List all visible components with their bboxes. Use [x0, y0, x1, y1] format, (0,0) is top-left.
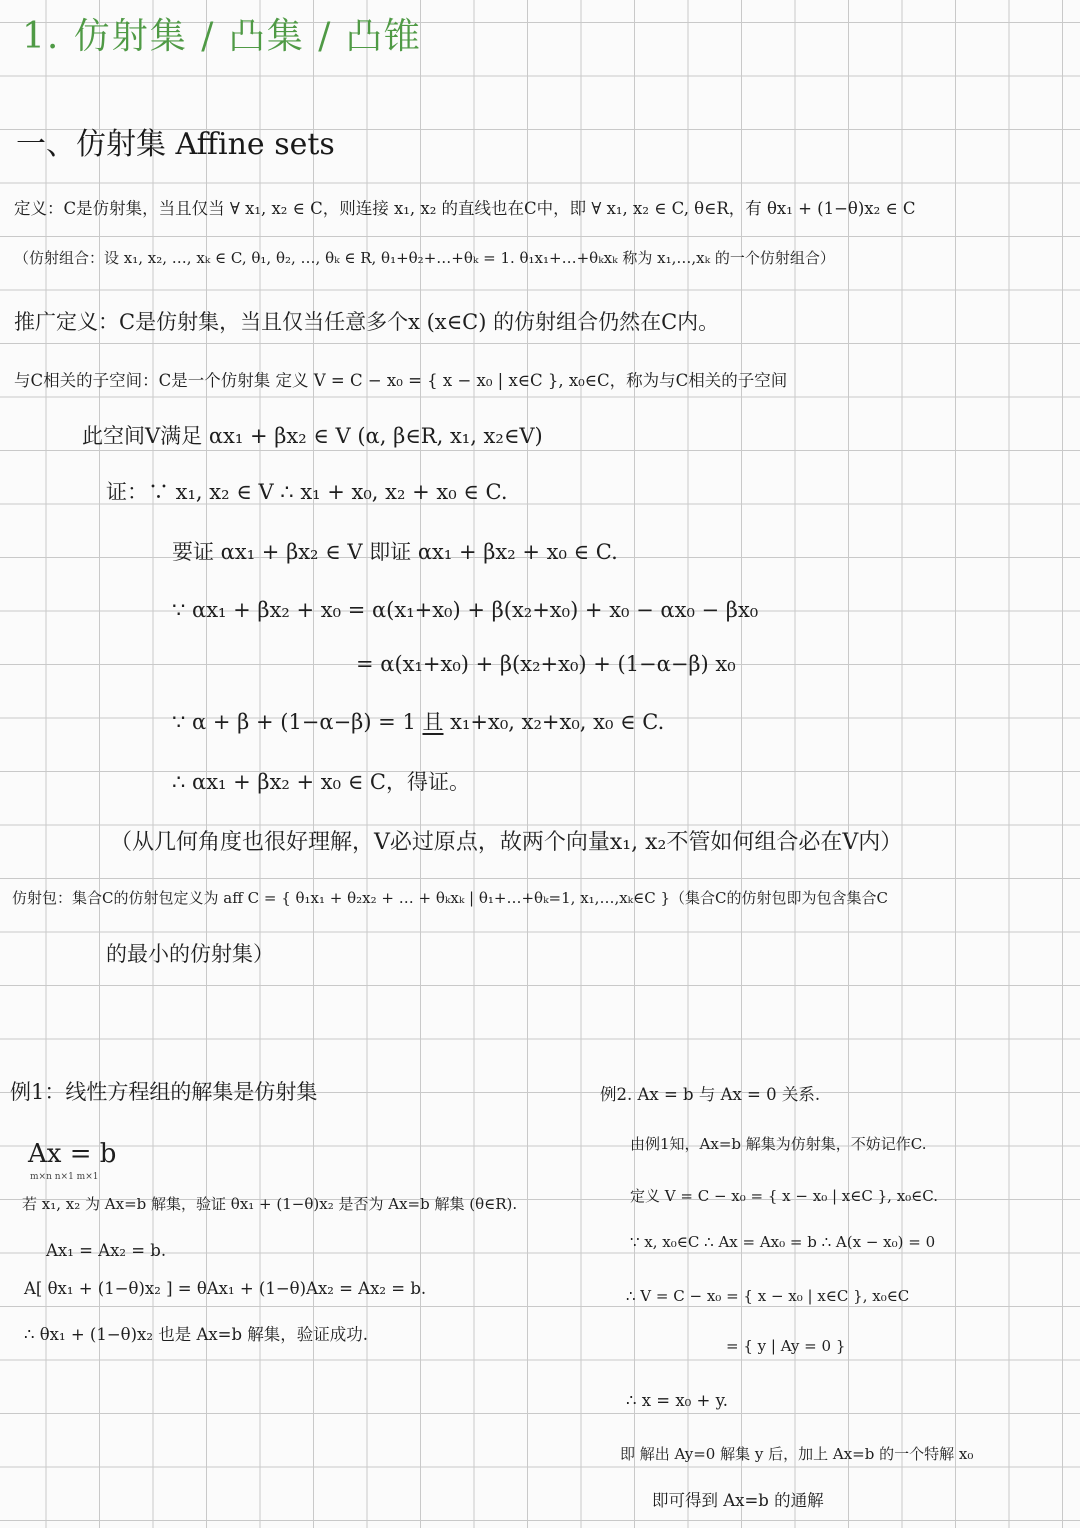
example-1-line-2: Ax₁ = Ax₂ = b.	[46, 1241, 167, 1260]
example-2-line-3: ∵ x, x₀∈C ∴ Ax = Ax₀ = b ∴ A(x − x₀) = 0	[630, 1233, 936, 1251]
example-2-line-7: 即 解出 Ay=0 解集 y 后，加上 Ax=b 的一个特解 x₀	[620, 1445, 974, 1463]
example-1-equation: Ax = b	[28, 1139, 117, 1169]
example-1-dimensions: m×n n×1 m×1	[30, 1172, 99, 1182]
example-1-line-1: 若 x₁, x₂ 为 Ax=b 解集，验证 θx₁ + (1−θ)x₂ 是否为 Ax=b 解集 (θ∈R).	[22, 1195, 518, 1213]
subspace-definition: 与C相关的子空间：C是一个仿射集 定义 V = C − x₀ = { x − x₀ | x∈C }, x₀∈C，称为与C相关的子空间	[14, 371, 788, 390]
example-2-heading: 例2. Ax = b 与 Ax = 0 关系.	[600, 1085, 821, 1104]
proof-line-5	[172, 710, 664, 734]
example-1-line-3: A[ θx₁ + (1−θ)x₂ ] = θAx₁ + (1−θ)Ax₂ = Ax₂ = b.	[24, 1279, 427, 1298]
example-2-line-1: 由例1知，Ax=b 解集为仿射集，不妨记作C.	[630, 1135, 927, 1153]
affine-set-definition: 定义：C是仿射集，当且仅当 ∀ x₁, x₂ ∈ C，则连接 x₁, x₂ 的直线也在C中，即 ∀ x₁, x₂ ∈ C, θ∈R，有 θx₁ + (1−θ)x₂ ∈ C	[14, 199, 916, 218]
subspace-property: 此空间V满足 αx₁ + βx₂ ∈ V (α, β∈R, x₁, x₂∈V)	[82, 424, 543, 448]
proof-line-3: ∵ αx₁ + βx₂ + x₀ = α(x₁+x₀) + β(x₂+x₀) + x₀ − αx₀ − βx₀	[172, 598, 759, 622]
proof-line-4: = α(x₁+x₀) + β(x₂+x₀) + (1−α−β) x₀	[356, 652, 736, 676]
affine-hull-definition: 仿射包：集合C的仿射包定义为 aff C = { θ₁x₁ + θ₂x₂ + … + θₖxₖ | θ₁+…+θₖ=1, x₁,…,xₖ∈C }（集合C的仿射包即为包含集合C	[12, 889, 888, 907]
proof-line-1: 证：∵ x₁, x₂ ∈ V ∴ x₁ + x₀, x₂ + x₀ ∈ C.	[106, 480, 508, 504]
generalized-definition: 推广定义：C是仿射集，当且仅当任意多个x (x∈C) 的仿射组合仍然在C内。	[14, 310, 720, 334]
example-1-heading: 例1：线性方程组的解集是仿射集	[10, 1080, 318, 1104]
example-2-line-6: ∴ x = x₀ + y.	[626, 1391, 728, 1410]
example-2-line-8: 即可得到 Ax=b 的通解	[652, 1491, 824, 1510]
proof-line-5-underlined: 且	[422, 710, 444, 734]
proof-line-5-start: ∵ α + β + (1−α−β) = 1	[172, 710, 423, 734]
affine-hull-definition-cont: 的最小的仿射集）	[106, 942, 274, 966]
proof-line-2: 要证 αx₁ + βx₂ ∈ V 即证 αx₁ + βx₂ + x₀ ∈ C.	[172, 540, 618, 564]
example-2-line-5: = { y | Ay = 0 }	[726, 1337, 846, 1355]
proof-line-6: ∴ αx₁ + βx₂ + x₀ ∈ C，得证。	[172, 770, 470, 794]
example-1-line-4: ∴ θx₁ + (1−θ)x₂ 也是 Ax=b 解集，验证成功.	[24, 1325, 369, 1344]
page-title: 1. 仿射集 / 凸集 / 凸锥	[22, 16, 422, 57]
geometric-note: （从几何角度也很好理解，V必过原点，故两个向量x₁, x₂不管如何组合必在V内）	[110, 830, 903, 855]
affine-combination-note: （仿射组合：设 x₁, x₂, …, xₖ ∈ C, θ₁, θ₂, …, θₖ ∈ R, θ₁+θ₂+…+θₖ = 1. θ₁x₁+…+θₖxₖ 称为 x₁,…,xₖ 的一个仿射组合）	[14, 249, 835, 267]
example-2-line-2: 定义 V = C − x₀ = { x − x₀ | x∈C }, x₀∈C.	[630, 1187, 938, 1205]
section-heading: 一、仿射集 Affine sets	[16, 127, 335, 162]
proof-line-5-end: x₁+x₀, x₂+x₀, x₀ ∈ C.	[443, 710, 665, 734]
example-2-line-4: ∴ V = C − x₀ = { x − x₀ | x∈C }, x₀∈C	[626, 1287, 910, 1305]
